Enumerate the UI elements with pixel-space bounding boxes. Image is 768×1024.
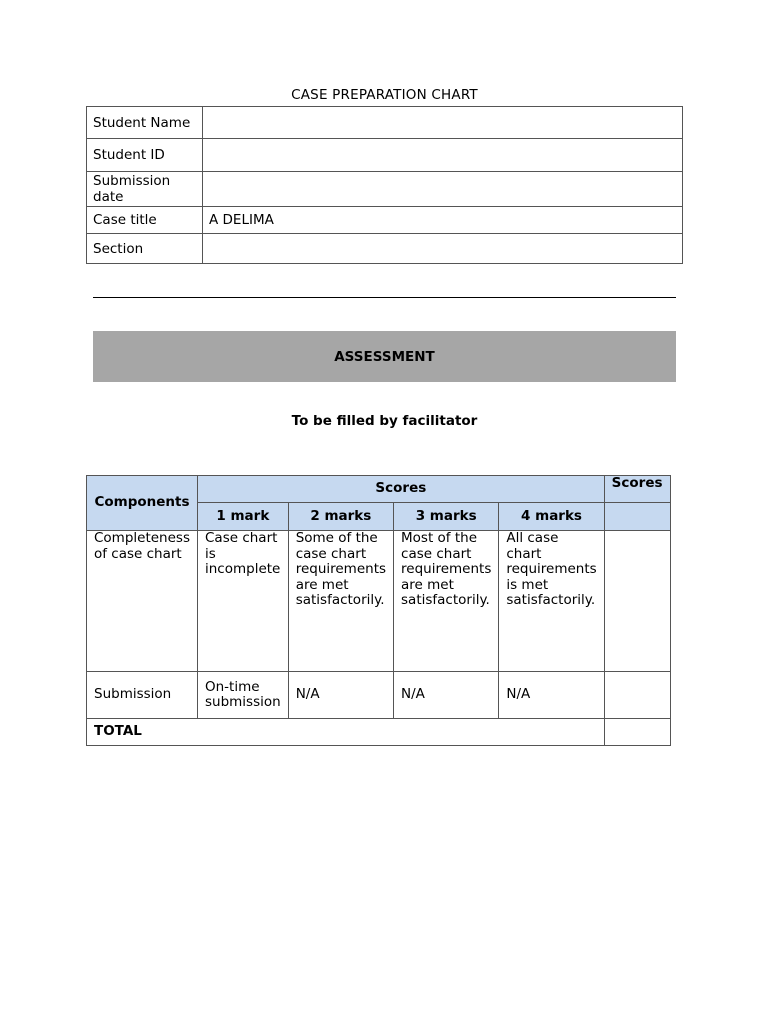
total-row: [87, 719, 671, 746]
mark-4-header: 4 marks: [499, 503, 604, 531]
info-value-field[interactable]: [203, 107, 683, 139]
scores-column-blank: [604, 503, 670, 531]
rubric-header-row: [87, 476, 671, 503]
info-label: Student ID: [87, 139, 203, 172]
info-value-field[interactable]: [203, 139, 683, 172]
facilitator-note: To be filled by facilitator: [291, 413, 478, 429]
horizontal-divider: [93, 297, 676, 298]
rubric-table: [86, 475, 671, 746]
score-field[interactable]: [604, 672, 670, 719]
info-row-student-id: [87, 139, 683, 172]
scores-header: Scores: [198, 476, 605, 503]
criteria-cell: N/A: [499, 672, 604, 719]
info-row-case-title: [87, 207, 683, 234]
info-row-section: [87, 234, 683, 264]
info-label: Section: [87, 234, 203, 264]
total-score-field[interactable]: [604, 719, 670, 746]
mark-2-header: 2 marks: [288, 503, 393, 531]
info-label: Case title: [87, 207, 203, 234]
info-label: Submission date: [87, 172, 203, 207]
component-label: Completeness of case chart: [87, 531, 198, 672]
criteria-cell: Some of the case chart requirements are met satisfactorily.: [288, 531, 393, 672]
criteria-cell: Most of the case chart requirements are met satisfactorily.: [394, 531, 499, 672]
info-value-field[interactable]: [203, 172, 683, 207]
component-label: Submission: [87, 672, 198, 719]
info-value-field[interactable]: A DELIMA: [203, 207, 683, 234]
info-label: Student Name: [87, 107, 203, 139]
components-header: Components: [87, 476, 198, 531]
score-field[interactable]: [604, 531, 670, 672]
info-row-submission-date: [87, 172, 683, 207]
info-value-field[interactable]: [203, 234, 683, 264]
mark-3-header: 3 marks: [394, 503, 499, 531]
criteria-cell: N/A: [394, 672, 499, 719]
table-row: [87, 531, 671, 672]
mark-1-header: 1 mark: [198, 503, 289, 531]
info-row-student-name: [87, 107, 683, 139]
criteria-cell: All case chart requirements is met satisfactorily.: [499, 531, 604, 672]
student-info-table: [86, 106, 683, 264]
scores-column-header: Scores: [604, 476, 670, 503]
criteria-cell: N/A: [288, 672, 393, 719]
table-row: [87, 672, 671, 719]
assessment-banner-label: ASSESSMENT: [334, 348, 435, 365]
total-label: TOTAL: [87, 719, 605, 746]
criteria-cell: On-time submission: [198, 672, 289, 719]
criteria-cell: Case chart is incomplete: [198, 531, 289, 672]
page-title: CASE PREPARATION CHART: [291, 87, 478, 103]
assessment-banner: [93, 331, 676, 382]
